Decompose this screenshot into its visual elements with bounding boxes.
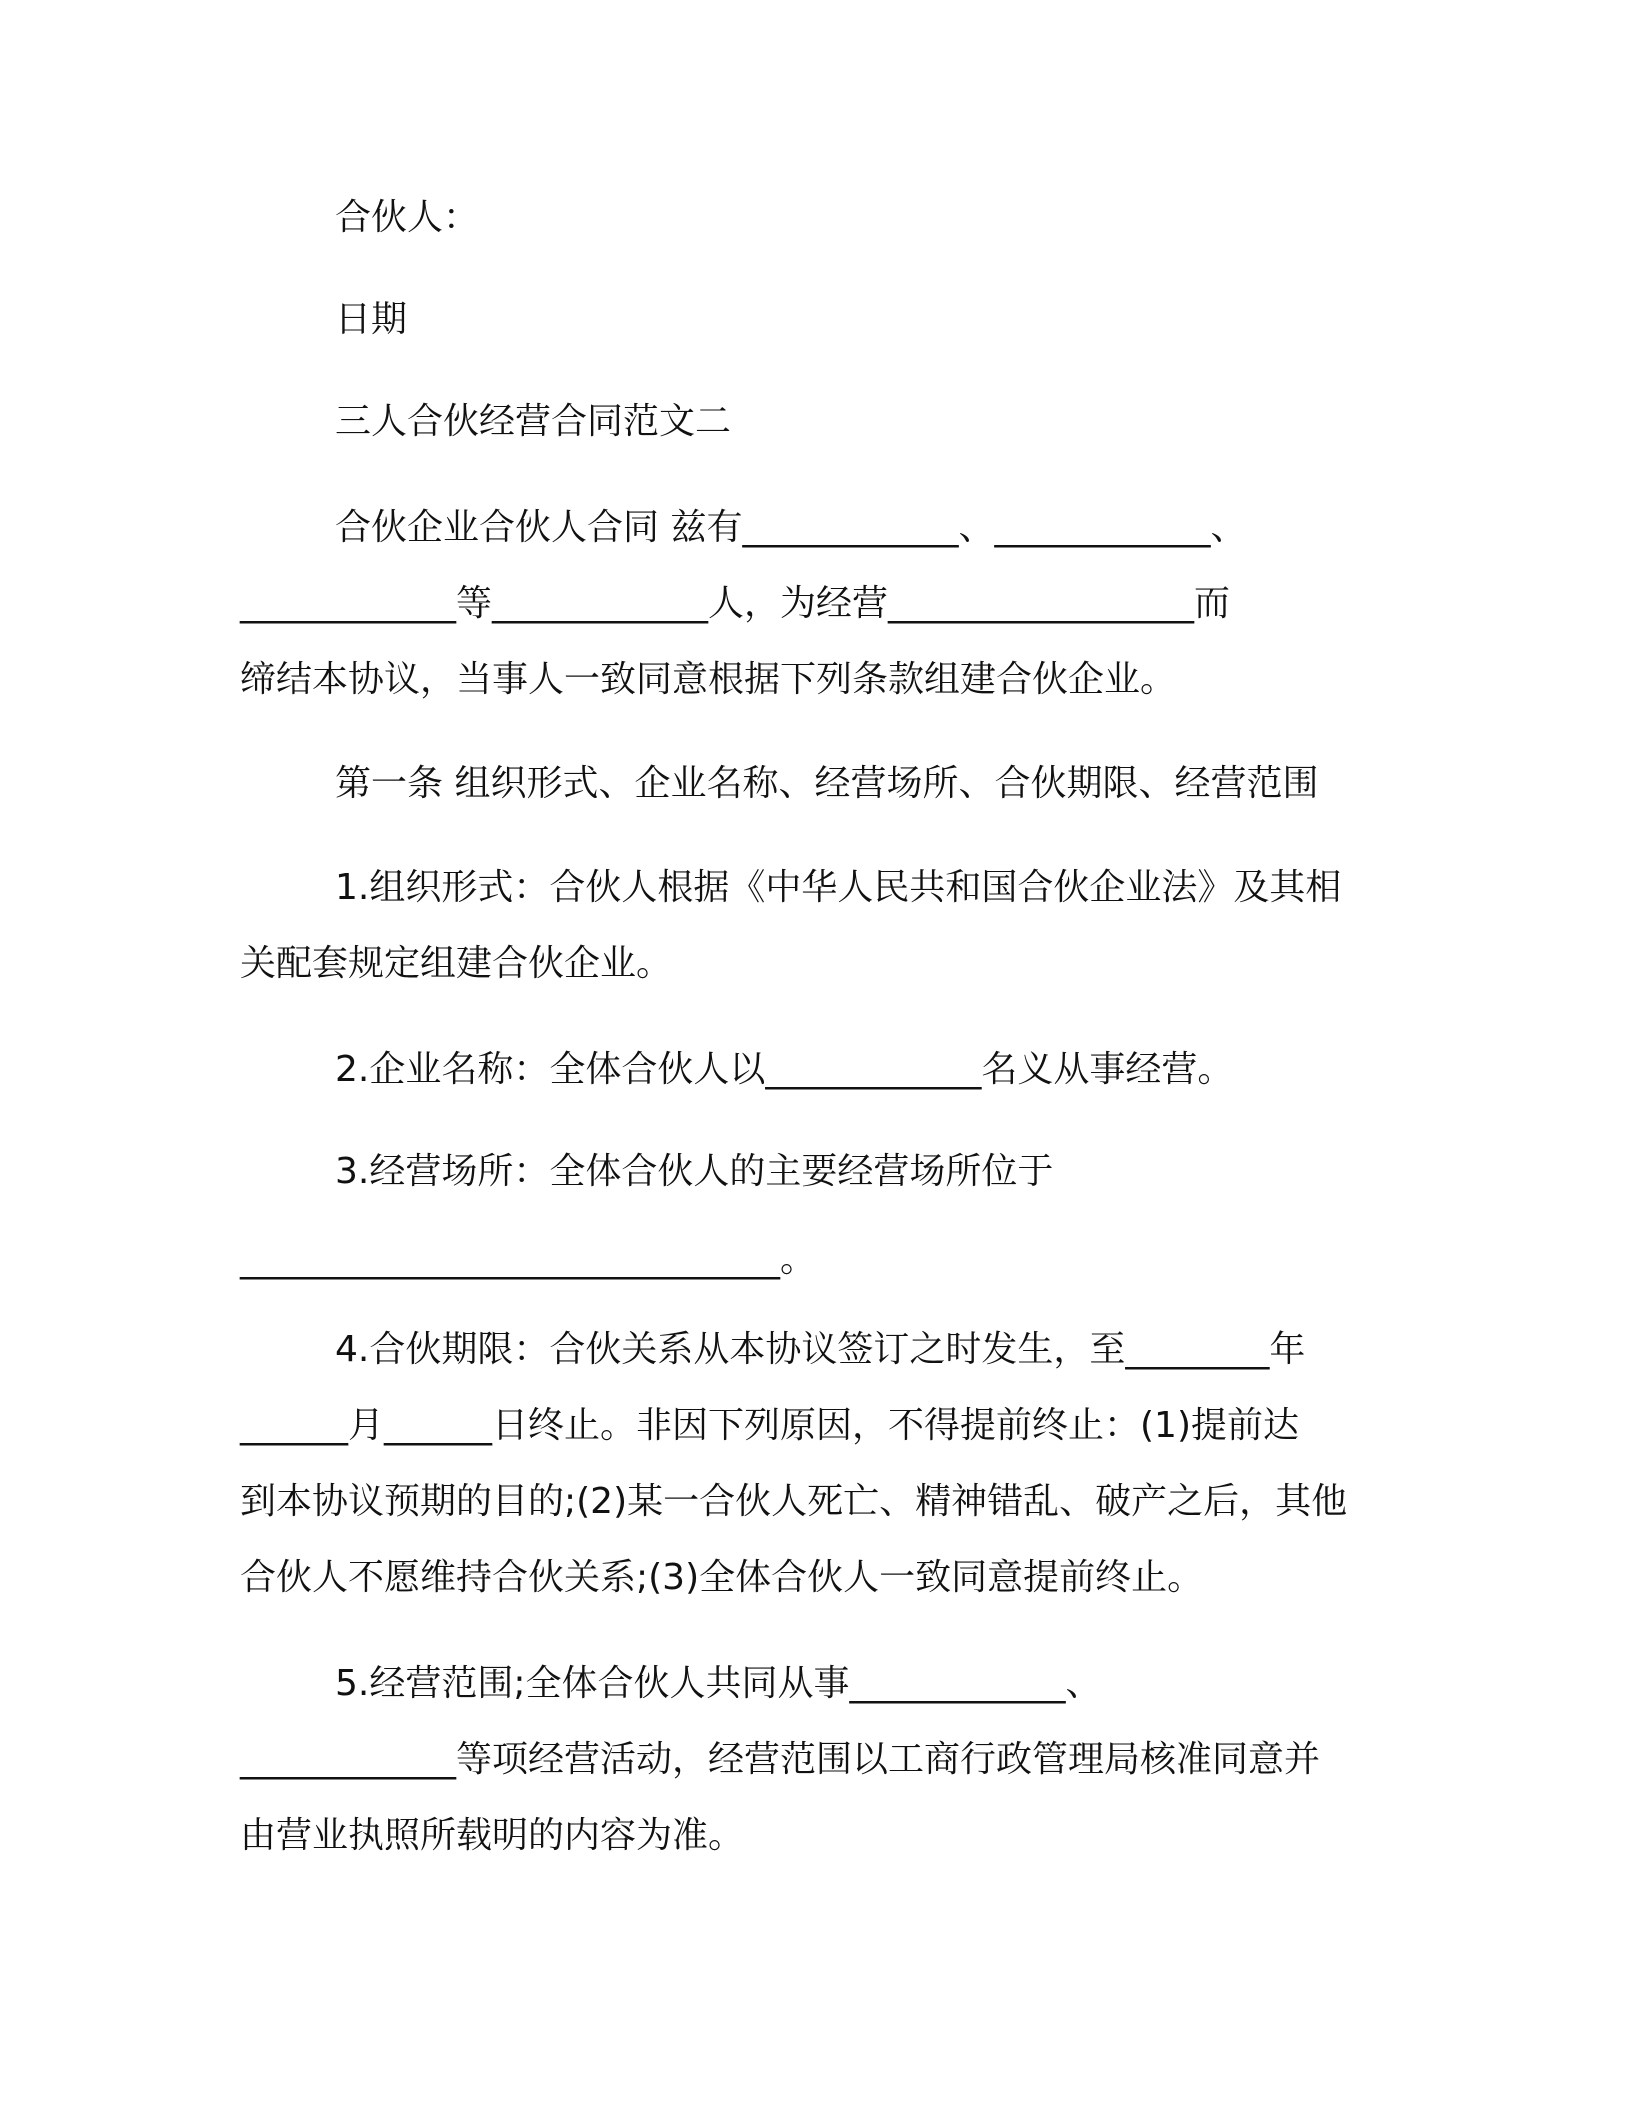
clause-1-line-1: 1.组织形式：合伙人根据《中华人民共和国合伙企业法》及其相 [335, 867, 1342, 908]
clause-4-line-3: 到本协议预期的目的;(2)某一合伙人死亡、精神错乱、破产之后，其他 [240, 1481, 1348, 1522]
paragraph-intro-line-3: 缔结本协议，当事人一致同意根据下列条款组建合伙企业。 [240, 659, 1177, 700]
document-title: 三人合伙经营合同范文二 [335, 401, 732, 442]
clause-4-line-4: 合伙人不愿维持合伙关系;(3)全体合伙人一致同意提前终止。 [240, 1557, 1204, 1598]
date-label: 日期 [335, 299, 408, 340]
clause-4-line-2: ______月______日终止。非因下列原因，不得提前终止：(1)提前达 [240, 1405, 1299, 1446]
paragraph-intro-line-1: 合伙企业合伙人合同 兹有____________、____________、 [335, 507, 1247, 548]
clause-5-line-3: 由营业执照所载明的内容为准。 [240, 1815, 745, 1856]
partner-label: 合伙人： [335, 197, 480, 238]
clause-5-line-2: ____________等项经营活动，经营范围以工商行政管理局核准同意并 [240, 1739, 1321, 1780]
clause-5-line-1: 5.经营范围;全体合伙人共同从事____________、 [335, 1663, 1102, 1704]
clause-3-line-2: ______________________________。 [240, 1239, 816, 1280]
article-1-heading: 第一条 组织形式、企业名称、经营场所、合伙期限、经营范围 [335, 763, 1319, 804]
clause-4-line-1: 4.合伙期限：合伙关系从本协议签订之时发生，至________年 [335, 1329, 1306, 1370]
clause-1-line-2: 关配套规定组建合伙企业。 [240, 943, 673, 984]
paragraph-intro-line-2: ____________等____________人，为经营_________________而 [240, 583, 1231, 624]
clause-2: 2.企业名称：全体合伙人以____________名义从事经营。 [335, 1049, 1234, 1090]
clause-3-line-1: 3.经营场所：全体合伙人的主要经营场所位于 [335, 1151, 1054, 1192]
